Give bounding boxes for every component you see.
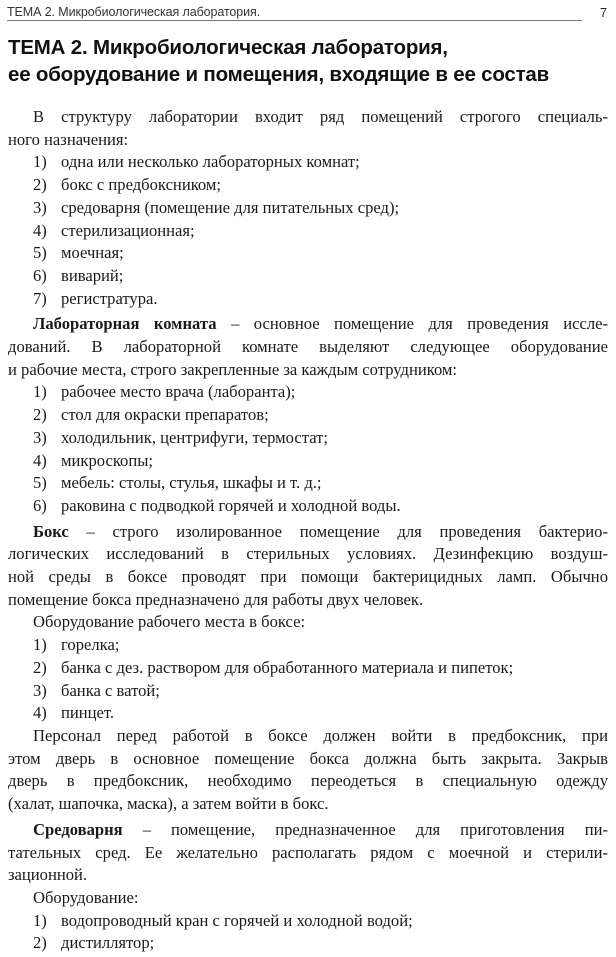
intro-line: ного назначения: bbox=[8, 129, 129, 149]
header-rule bbox=[7, 20, 582, 21]
list-item: 1) одна или несколько лабораторных комнат; bbox=[33, 152, 360, 172]
media-room-line: Средоварня – помещение, предназначенное для приготовления пи- bbox=[33, 819, 608, 839]
list-item: 2) стол для окраски препаратов; bbox=[33, 405, 269, 425]
list-item: 6) раковина с подводкой горячей и холодной воды. bbox=[33, 495, 401, 515]
box-line: логических исследований в стерильных условиях. Дезинфекцию воздуш- bbox=[8, 544, 608, 564]
list-item: 7) регистратура. bbox=[33, 288, 158, 308]
list-item: 1) водопроводный кран с горячей и холодной водой; bbox=[33, 910, 413, 930]
box-line: ной среды в боксе проводят при помощи бактерицидных ламп. Обычно bbox=[8, 567, 608, 587]
list-item: 2) бокс с предбоксником; bbox=[33, 175, 222, 195]
page-content bbox=[8, 34, 608, 955]
list-item: 6) виварий; bbox=[33, 265, 124, 285]
personnel-line: (халат, шапочка, маска), а затем войти в бокс. bbox=[8, 794, 329, 814]
lab-room-line: и рабочие места, строго закрепленные за каждым сотрудником: bbox=[8, 359, 458, 379]
list-item: 1) рабочее место врача (лаборанта); bbox=[33, 382, 296, 402]
intro-line: В структуру лаборатории входит ряд помещений строгого специаль- bbox=[33, 107, 608, 126]
list-item: 5) мебель: столы, стулья, шкафы и т. д.; bbox=[33, 473, 322, 493]
list-item: 4) микроскопы; bbox=[33, 450, 153, 470]
list-item: 3) холодильник, центрифуги, термостат; bbox=[33, 427, 328, 447]
list-item: 2) дистиллятор; bbox=[33, 933, 155, 953]
lab-room-line: Лабораторная комната – основное помещение для проведения иссле- bbox=[33, 314, 609, 334]
lab-room-term: Лабораторная комната bbox=[33, 314, 217, 334]
lab-room-line: дований. В лабораторной комнате выделяют следующее оборудование bbox=[8, 337, 608, 357]
media-room-term: Средоварня bbox=[33, 819, 123, 839]
box-term: Бокс bbox=[33, 521, 69, 541]
media-room-line: тательных сред. Ее желательно располагать рядом с моечной и стерили- bbox=[8, 842, 608, 862]
box-line: Бокс – строго изолированное помещение для проведения бактерио- bbox=[33, 521, 608, 541]
personnel-line: Персонал перед работой в боксе должен войти в предбоксник, при bbox=[33, 725, 608, 745]
list-item: 4) пинцет. bbox=[33, 703, 115, 723]
list-item: 3) банка с ватой; bbox=[33, 680, 160, 700]
list-item: 1) горелка; bbox=[33, 635, 120, 655]
list-item: 3) средоварня (помещение для питательных сред); bbox=[33, 197, 400, 217]
list-item: 5) моечная; bbox=[33, 243, 124, 263]
box-line: помещение бокса предназначено для работы двух человек. bbox=[8, 589, 424, 609]
page-number: 7 bbox=[600, 6, 607, 20]
page-title bbox=[8, 34, 608, 88]
title-line-2: ее оборудование и помещения, входящие в ее состав bbox=[8, 63, 550, 86]
box-equipment-heading: Оборудование рабочего места в боксе: bbox=[33, 612, 306, 632]
media-room-line: зационной. bbox=[8, 865, 88, 885]
running-header bbox=[7, 3, 607, 23]
running-title: ТЕМА 2. Микробиологическая лаборатория. bbox=[7, 5, 261, 19]
title-line-1: ТЕМА 2. Микробиологическая лаборатория, bbox=[8, 36, 448, 59]
list-item: 2) банка с дез. раствором для обработанного материала и пипеток; bbox=[33, 657, 514, 677]
media-equipment-heading: Оборудование: bbox=[33, 887, 139, 907]
personnel-line: этом дверь в основное помещение бокса должна быть закрыта. Закрыв bbox=[8, 748, 608, 768]
list-item: 4) стерилизационная; bbox=[33, 220, 195, 240]
personnel-line: дверь в предбоксник, необходимо переодеться в специальную одежду bbox=[8, 771, 608, 791]
